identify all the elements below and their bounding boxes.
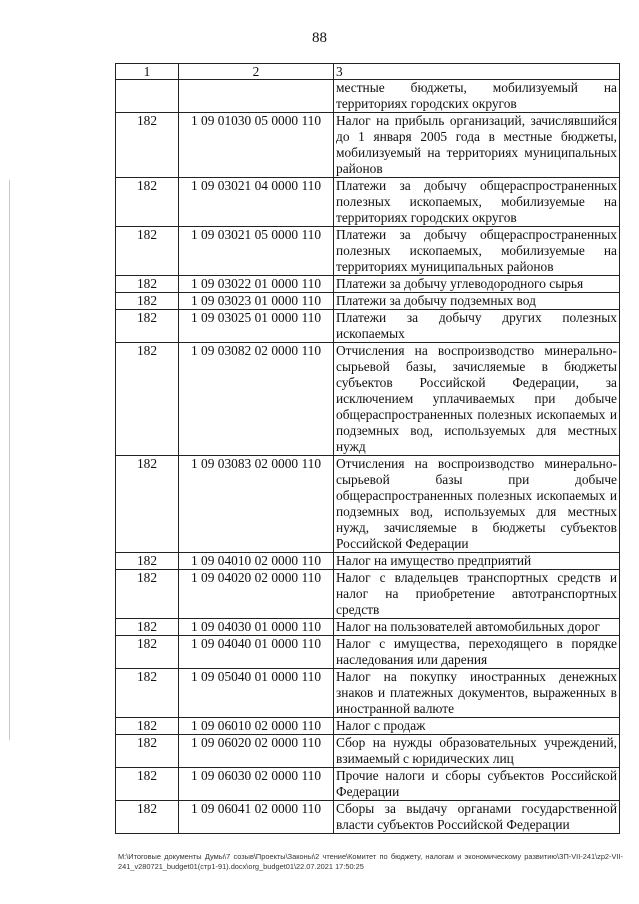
table-row xyxy=(116,636,620,669)
table-row xyxy=(116,113,620,178)
admin-code-cell: 182 xyxy=(116,801,179,834)
income-name-cell: Налог на имущество предприятий xyxy=(334,553,620,570)
admin-code-cell: 182 xyxy=(116,178,179,227)
income-name-cell: Платежи за добычу углеводородного сырья xyxy=(334,276,620,293)
income-name-cell: Отчисления на воспроизводство минерально-сырьевой базы при добыче общераспространенных полезных ископаемых и подземных вод, используемых для местных нужд, зачисляемые в бюджеты субъектов Российской Федерации xyxy=(334,456,620,553)
table-row xyxy=(116,718,620,735)
page-number: 88 xyxy=(312,30,327,46)
budget-code-cell: 1 09 06041 02 0000 110 xyxy=(179,801,334,834)
income-name-cell: Платежи за добычу подземных вод xyxy=(334,293,620,310)
table-row xyxy=(116,343,620,456)
table-row xyxy=(116,669,620,718)
income-name-cell: Платежи за добычу общераспространенных полезных ископаемых, мобилизуемые на территориях городских округов xyxy=(334,178,620,227)
admin-code-cell: 182 xyxy=(116,343,179,456)
admin-code-cell: 182 xyxy=(116,310,179,343)
table-row xyxy=(116,80,620,113)
admin-code-cell: 182 xyxy=(116,456,179,553)
budget-code-cell: 1 09 04030 01 0000 110 xyxy=(179,619,334,636)
admin-code-cell: 182 xyxy=(116,113,179,178)
scan-margin-line xyxy=(9,180,10,740)
table-row xyxy=(116,227,620,276)
budget-classification-table xyxy=(115,63,620,834)
table-row xyxy=(116,310,620,343)
table-row xyxy=(116,619,620,636)
table-row xyxy=(116,570,620,619)
table-row xyxy=(116,178,620,227)
income-name-cell: Прочие налоги и сборы субъектов Российской Федерации xyxy=(334,768,620,801)
budget-code-cell: 1 09 01030 05 0000 110 xyxy=(179,113,334,178)
income-name-cell: Налог на покупку иностранных денежных знаков и платежных документов, выраженных в иностранной валюте xyxy=(334,669,620,718)
admin-code-cell: 182 xyxy=(116,636,179,669)
income-name-cell: Налог на прибыль организаций, зачислявшийся до 1 января 2005 года в местные бюджеты, мобилизуемый на территориях муниципальных районов xyxy=(334,113,620,178)
income-name-cell: Налог с имущества, переходящего в порядке наследования или дарения xyxy=(334,636,620,669)
budget-code-cell: 1 09 03021 04 0000 110 xyxy=(179,178,334,227)
budget-code-cell: 1 09 03082 02 0000 110 xyxy=(179,343,334,456)
header-col-2: 2 xyxy=(179,64,334,80)
table-row xyxy=(116,293,620,310)
budget-code-cell: 1 09 03022 01 0000 110 xyxy=(179,276,334,293)
admin-code-cell: 182 xyxy=(116,718,179,735)
admin-code-cell: 182 xyxy=(116,553,179,570)
admin-code-cell: 182 xyxy=(116,227,179,276)
admin-code-cell: 182 xyxy=(116,570,179,619)
admin-code-cell: 182 xyxy=(116,768,179,801)
admin-code-cell: 182 xyxy=(116,619,179,636)
header-col-1: 1 xyxy=(116,64,179,80)
income-name-cell: местные бюджеты, мобилизуемый на территориях городских округов xyxy=(334,80,620,113)
budget-code-cell xyxy=(179,80,334,113)
budget-code-cell: 1 09 06010 02 0000 110 xyxy=(179,718,334,735)
budget-code-cell: 1 09 03021 05 0000 110 xyxy=(179,227,334,276)
table-row xyxy=(116,553,620,570)
document-path-footer: M:\Итоговые документы Думы\7 созыв\Проекты\Законы\2 чтение\Комитет по бюджету, налогам и экономическому развитию\ЗП-VII-241\zp2-VII-241_v280721_budget01(стр1-91).docx\org_budget01\22.07.2021 17:50:25 xyxy=(118,852,623,871)
budget-code-cell: 1 09 04040 01 0000 110 xyxy=(179,636,334,669)
budget-code-cell: 1 09 06030 02 0000 110 xyxy=(179,768,334,801)
income-name-cell: Налог с продаж xyxy=(334,718,620,735)
header-col-3: 3 xyxy=(334,64,620,80)
table-row xyxy=(116,276,620,293)
admin-code-cell: 182 xyxy=(116,735,179,768)
table-header-row xyxy=(116,64,620,80)
income-name-cell: Налог с владельцев транспортных средств и налог на приобретение автотранспортных средств xyxy=(334,570,620,619)
budget-code-cell: 1 09 05040 01 0000 110 xyxy=(179,669,334,718)
income-name-cell: Сбор на нужды образовательных учреждений, взимаемый с юридических лиц xyxy=(334,735,620,768)
table-row xyxy=(116,768,620,801)
budget-code-cell: 1 09 04010 02 0000 110 xyxy=(179,553,334,570)
admin-code-cell: 182 xyxy=(116,276,179,293)
admin-code-cell xyxy=(116,80,179,113)
table-row xyxy=(116,456,620,553)
income-name-cell: Платежи за добычу других полезных ископаемых xyxy=(334,310,620,343)
income-name-cell: Сборы за выдачу органами государственной власти субъектов Российской Федерации xyxy=(334,801,620,834)
admin-code-cell: 182 xyxy=(116,293,179,310)
income-name-cell: Отчисления на воспроизводство минерально-сырьевой базы, зачисляемые в бюджеты субъектов Российской Федерации, за исключением уплачиваемых при добыче общераспространенных полезных ископаемых и подземных вод, используемых для местных нужд xyxy=(334,343,620,456)
table-row xyxy=(116,735,620,768)
budget-code-cell: 1 09 03083 02 0000 110 xyxy=(179,456,334,553)
budget-code-cell: 1 09 04020 02 0000 110 xyxy=(179,570,334,619)
income-name-cell: Налог на пользователей автомобильных дорог xyxy=(334,619,620,636)
budget-code-cell: 1 09 03023 01 0000 110 xyxy=(179,293,334,310)
admin-code-cell: 182 xyxy=(116,669,179,718)
budget-code-cell: 1 09 06020 02 0000 110 xyxy=(179,735,334,768)
income-name-cell: Платежи за добычу общераспространенных полезных ископаемых, мобилизуемые на территориях муниципальных районов xyxy=(334,227,620,276)
budget-code-cell: 1 09 03025 01 0000 110 xyxy=(179,310,334,343)
table-row xyxy=(116,801,620,834)
